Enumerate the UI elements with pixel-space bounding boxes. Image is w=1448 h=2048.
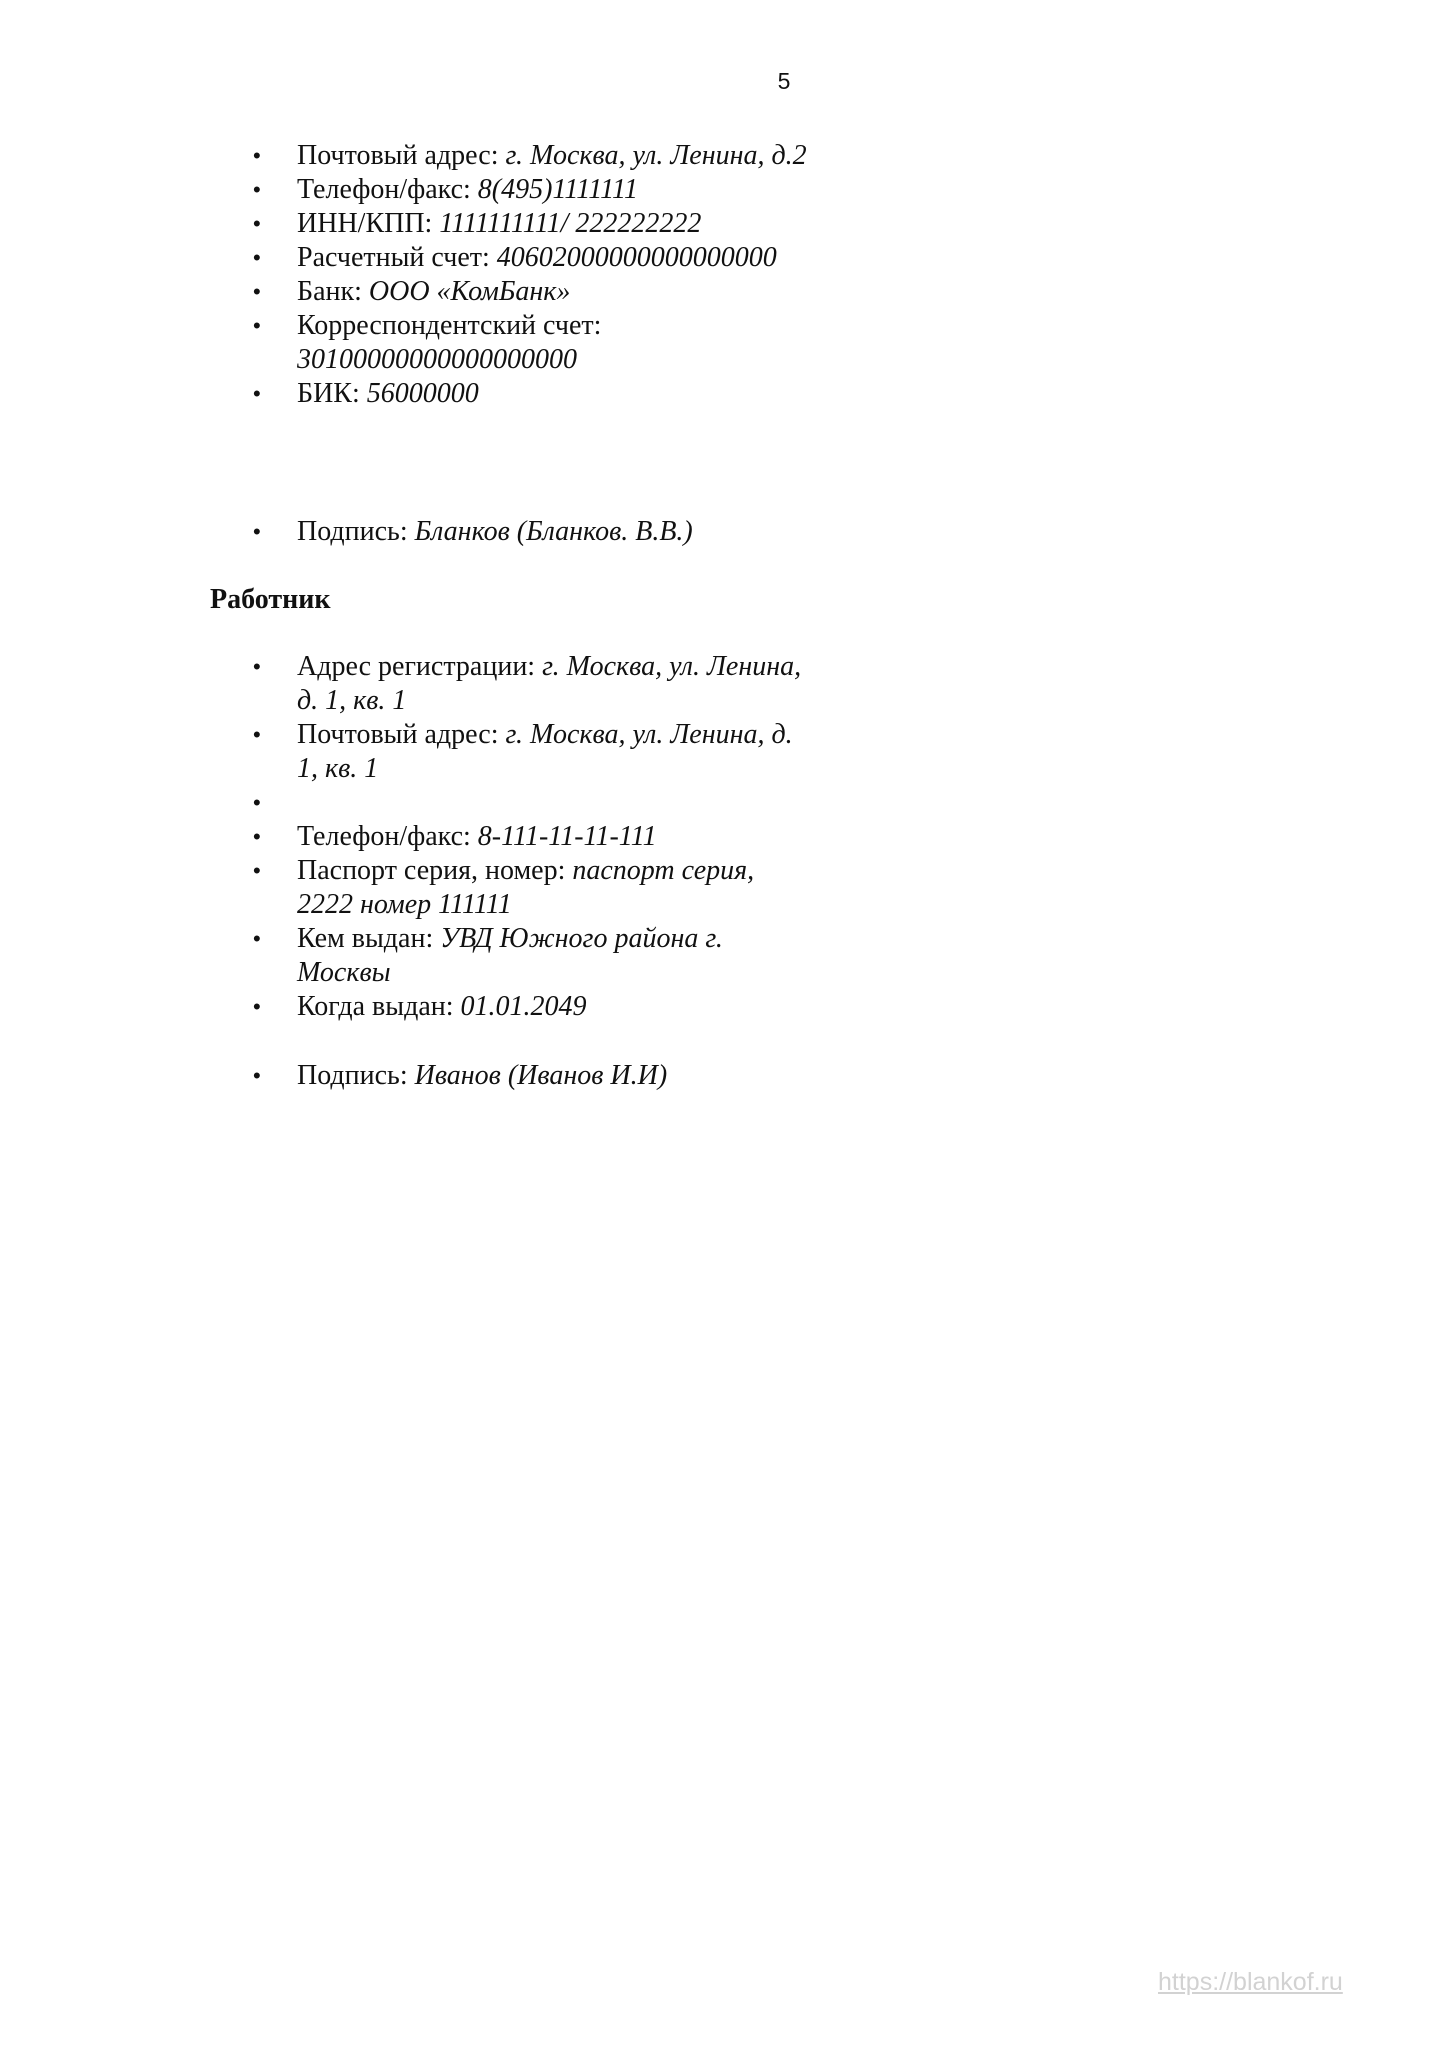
employer-signature-item (253, 515, 813, 549)
employer-bik-item (253, 377, 813, 411)
item-value: г. Москва, ул. Ленина, д.2 (505, 140, 807, 171)
employer-bank-item (253, 275, 813, 309)
item-value: г. Москва, ул. Ленина, д. 1, кв. 1 (297, 651, 802, 716)
item-value: 01.01.2049 (460, 991, 587, 1022)
employee-issued-by-item (253, 922, 813, 990)
employer-corr-account-item (253, 309, 813, 377)
item-value: Бланков (Бланков. В.В.) (414, 516, 693, 547)
item-value: паспорт серия, 2222 номер 111111 (297, 855, 755, 920)
item-label: Телефон/факс: (297, 174, 478, 205)
employer-phone-item (253, 173, 813, 207)
item-value: УВД Южного района г. Москвы (297, 923, 723, 988)
item-label: Кем выдан: (297, 923, 441, 954)
item-label: Паспорт серия, номер: (297, 855, 573, 886)
item-label: БИК: (297, 378, 367, 409)
item-label: Корреспондентский счет: (297, 310, 602, 341)
item-value: ООО «КомБанк» (368, 276, 571, 307)
item-label: Почтовый адрес: (297, 719, 506, 750)
page-number: 5 (777, 68, 791, 94)
employee-passport-item (253, 854, 813, 922)
item-label: ИНН/КПП: (297, 208, 440, 239)
item-label: Банк: (297, 276, 369, 307)
item-value: 56000000 (366, 378, 479, 409)
employer-signature-list (253, 515, 813, 549)
item-value: 8-111-11-11-111 (477, 821, 657, 852)
item-label: Адрес регистрации: (297, 651, 543, 682)
item-value: 40602000000000000000 (496, 242, 777, 273)
employer-inn-kpp-item (253, 207, 813, 241)
employee-section-heading: Работник (210, 584, 331, 615)
item-label: Подпись: (297, 1060, 415, 1091)
item-label: Почтовый адрес: (297, 140, 506, 171)
employer-details-list (253, 139, 813, 411)
item-value: 8(495)1111111 (477, 174, 638, 205)
item-label: Когда выдан: (297, 991, 461, 1022)
employer-account-item (253, 241, 813, 275)
employee-signature-item (253, 1059, 813, 1093)
site-watermark-link[interactable]: https://blankof.ru (1158, 1968, 1343, 1996)
item-label: Телефон/факс: (297, 821, 478, 852)
item-label: Подпись: (297, 516, 415, 547)
item-value: г. Москва, ул. Ленина, д. 1, кв. 1 (297, 719, 793, 784)
employee-empty-item (253, 786, 813, 820)
employee-postal-address-item (253, 718, 813, 786)
employer-postal-address-item (253, 139, 813, 173)
employee-issue-date-item (253, 990, 813, 1024)
employee-details-list (253, 650, 813, 1024)
employee-phone-item (253, 820, 813, 854)
item-value: 1111111111/ 222222222 (439, 208, 702, 239)
item-label: Расчетный счет: (297, 242, 497, 273)
item-value: 30100000000000000000 (297, 344, 577, 375)
item-value: Иванов (Иванов И.И) (414, 1060, 668, 1091)
employee-registration-address-item (253, 650, 813, 718)
employee-signature-list (253, 1059, 813, 1093)
